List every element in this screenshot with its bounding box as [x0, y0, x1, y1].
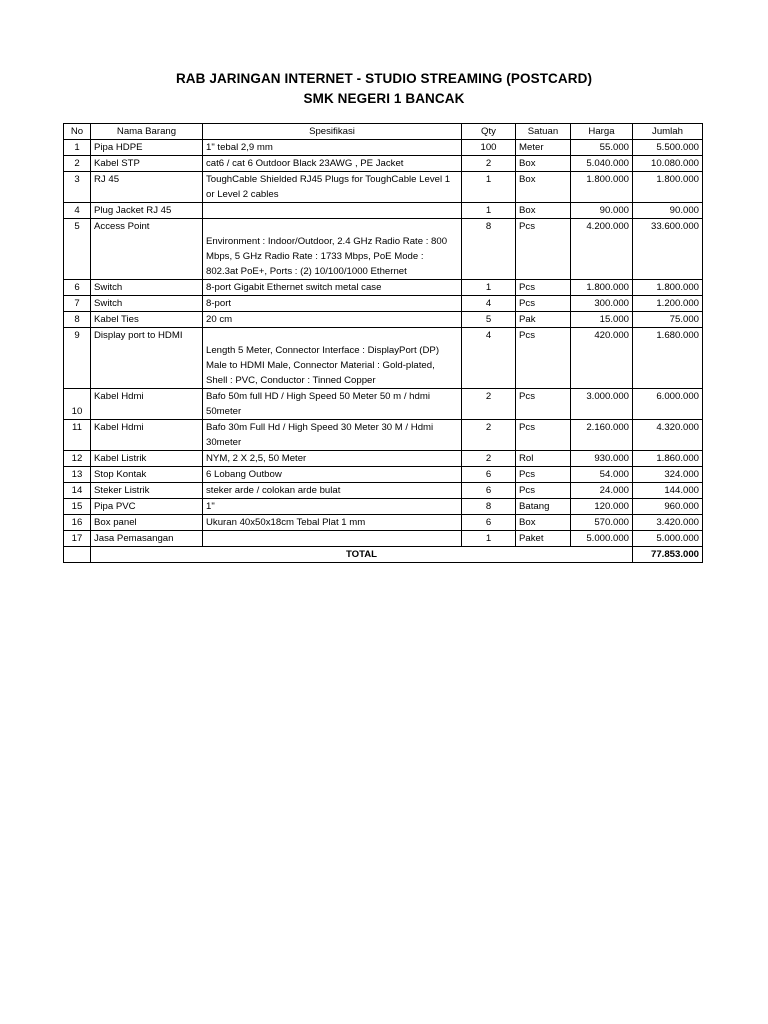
table-row: [64, 420, 703, 451]
cell-nama-barang: Kabel Listrik: [91, 451, 203, 467]
cell-jumlah: 1.680.000: [633, 328, 703, 389]
column-header-qty: Qty: [462, 124, 516, 140]
cell-harga: 1.800.000: [571, 172, 633, 203]
cell-no: 13: [64, 467, 91, 483]
cell-spesifikasi: Bafo 50m full HD / High Speed 50 Meter 50 m / hdmi 50meter: [203, 389, 462, 420]
cell-satuan: Pak: [516, 312, 571, 328]
cell-spesifikasi: Bafo 30m Full Hd / High Speed 30 Meter 30 M / Hdmi 30meter: [203, 420, 462, 451]
cell-no: 4: [64, 203, 91, 219]
cell-jumlah: 1.200.000: [633, 296, 703, 312]
cell-nama-barang: Access Point: [91, 219, 203, 280]
cell-nama-barang: Pipa PVC: [91, 499, 203, 515]
cell-spesifikasi: 1" tebal 2,9 mm: [203, 140, 462, 156]
cell-jumlah: 6.000.000: [633, 389, 703, 420]
cell-satuan: Box: [516, 156, 571, 172]
cell-jumlah: 90.000: [633, 203, 703, 219]
cell-qty: 2: [462, 156, 516, 172]
cell-no: 15: [64, 499, 91, 515]
cell-satuan: Batang: [516, 499, 571, 515]
cell-no: 3: [64, 172, 91, 203]
table-row: [64, 328, 703, 389]
cell-nama-barang: Switch: [91, 296, 203, 312]
cell-nama-barang: Box panel: [91, 515, 203, 531]
table-row: [64, 203, 703, 219]
cell-satuan: Pcs: [516, 328, 571, 389]
cell-satuan: Box: [516, 515, 571, 531]
cell-jumlah: 1.860.000: [633, 451, 703, 467]
budget-table: [63, 123, 703, 563]
cell-nama-barang: Kabel STP: [91, 156, 203, 172]
cell-harga: 1.800.000: [571, 280, 633, 296]
cell-jumlah: 5.000.000: [633, 531, 703, 547]
table-row: [64, 312, 703, 328]
cell-nama-barang: Display port to HDMI: [91, 328, 203, 389]
cell-spesifikasi: 1": [203, 499, 462, 515]
cell-jumlah: 33.600.000: [633, 219, 703, 280]
cell-harga: 4.200.000: [571, 219, 633, 280]
table-row: [64, 515, 703, 531]
cell-jumlah: 4.320.000: [633, 420, 703, 451]
cell-harga: 420.000: [571, 328, 633, 389]
cell-satuan: Pcs: [516, 280, 571, 296]
table-row: [64, 451, 703, 467]
cell-no: 10: [64, 389, 91, 420]
cell-spesifikasi: 6 Lobang Outbow: [203, 467, 462, 483]
column-header-harga: Harga: [571, 124, 633, 140]
cell-qty: 1: [462, 203, 516, 219]
cell-no: 7: [64, 296, 91, 312]
column-header-spesifikasi: Spesifikasi: [203, 124, 462, 140]
table-row: [64, 499, 703, 515]
cell-no: 5: [64, 219, 91, 280]
document-title: RAB JARINGAN INTERNET - STUDIO STREAMING (POSTCARD): [175, 71, 593, 86]
cell-no: 2: [64, 156, 91, 172]
cell-spesifikasi: cat6 / cat 6 Outdoor Black 23AWG , PE Jacket: [203, 156, 462, 172]
cell-satuan: Pcs: [516, 219, 571, 280]
cell-spesifikasi: Ukuran 40x50x18cm Tebal Plat 1 mm: [203, 515, 462, 531]
cell-satuan: Box: [516, 203, 571, 219]
cell-nama-barang: RJ 45: [91, 172, 203, 203]
cell-spesifikasi: [203, 203, 462, 219]
cell-nama-barang: Plug Jacket RJ 45: [91, 203, 203, 219]
column-header-nama-barang: Nama Barang: [91, 124, 203, 140]
cell-qty: 2: [462, 451, 516, 467]
cell-spesifikasi: [203, 531, 462, 547]
cell-spesifikasi: 8-port: [203, 296, 462, 312]
table-row: [64, 531, 703, 547]
cell-no: 17: [64, 531, 91, 547]
table-row: [64, 467, 703, 483]
cell-nama-barang: Steker Listrik: [91, 483, 203, 499]
cell-qty: 2: [462, 420, 516, 451]
cell-qty: 1: [462, 172, 516, 203]
cell-qty: 6: [462, 467, 516, 483]
cell-satuan: Pcs: [516, 420, 571, 451]
cell-nama-barang: Kabel Hdmi: [91, 420, 203, 451]
cell-harga: 54.000: [571, 467, 633, 483]
cell-spesifikasi: Length 5 Meter, Connector Interface : DisplayPort (DP) Male to HDMI Male, Connector Material : Gold-plated, Shell : PVC, Conductor : Tinned Copper: [203, 328, 462, 389]
cell-nama-barang: Kabel Ties: [91, 312, 203, 328]
cell-harga: 570.000: [571, 515, 633, 531]
cell-spesifikasi: steker arde / colokan arde bulat: [203, 483, 462, 499]
cell-qty: 1: [462, 531, 516, 547]
cell-jumlah: 1.800.000: [633, 280, 703, 296]
cell-jumlah: 5.500.000: [633, 140, 703, 156]
total-row: [64, 547, 703, 563]
cell-qty: 8: [462, 219, 516, 280]
cell-nama-barang: Kabel Hdmi: [91, 389, 203, 420]
cell-spesifikasi: Environment : Indoor/Outdoor, 2.4 GHz Radio Rate : 800 Mbps, 5 GHz Radio Rate : 1733 Mbps, PoE Mode : 802.3at PoE+, Ports : (2) 10/100/1000 Ethernet: [203, 219, 462, 280]
column-header-jumlah: Jumlah: [633, 124, 703, 140]
column-header-satuan: Satuan: [516, 124, 571, 140]
cell-no: 6: [64, 280, 91, 296]
cell-qty: 4: [462, 328, 516, 389]
cell-harga: 55.000: [571, 140, 633, 156]
table-row: [64, 389, 703, 420]
cell-nama-barang: Switch: [91, 280, 203, 296]
table-row: [64, 296, 703, 312]
cell-nama-barang: Stop Kontak: [91, 467, 203, 483]
cell-satuan: Box: [516, 172, 571, 203]
cell-qty: 100: [462, 140, 516, 156]
cell-harga: 930.000: [571, 451, 633, 467]
total-value: 77.853.000: [633, 547, 703, 563]
cell-harga: 5.000.000: [571, 531, 633, 547]
cell-harga: 24.000: [571, 483, 633, 499]
cell-satuan: Pcs: [516, 483, 571, 499]
table-row: [64, 219, 703, 280]
cell-nama-barang: Pipa HDPE: [91, 140, 203, 156]
cell-satuan: Pcs: [516, 389, 571, 420]
cell-qty: 8: [462, 499, 516, 515]
cell-no: 9: [64, 328, 91, 389]
table-row: [64, 140, 703, 156]
cell-spesifikasi: ToughCable Shielded RJ45 Plugs for ToughCable Level 1 or Level 2 cables: [203, 172, 462, 203]
cell-qty: 1: [462, 280, 516, 296]
cell-qty: 6: [462, 515, 516, 531]
cell-no: 1: [64, 140, 91, 156]
table-header-row: [64, 124, 703, 140]
cell-qty: 2: [462, 389, 516, 420]
cell-spesifikasi: 8-port Gigabit Ethernet switch metal case: [203, 280, 462, 296]
cell-qty: 5: [462, 312, 516, 328]
cell-harga: 120.000: [571, 499, 633, 515]
table-row: [64, 280, 703, 296]
table-row: [64, 483, 703, 499]
cell-jumlah: 3.420.000: [633, 515, 703, 531]
cell-jumlah: 10.080.000: [633, 156, 703, 172]
cell-no: 8: [64, 312, 91, 328]
cell-satuan: Pcs: [516, 296, 571, 312]
cell-spesifikasi: 20 cm: [203, 312, 462, 328]
total-empty-cell: [64, 547, 91, 563]
cell-spesifikasi: NYM, 2 X 2,5, 50 Meter: [203, 451, 462, 467]
cell-qty: 4: [462, 296, 516, 312]
document-subtitle: SMK NEGERI 1 BANCAK: [303, 91, 465, 106]
cell-harga: 3.000.000: [571, 389, 633, 420]
cell-satuan: Meter: [516, 140, 571, 156]
cell-nama-barang: Jasa Pemasangan: [91, 531, 203, 547]
cell-jumlah: 960.000: [633, 499, 703, 515]
cell-harga: 5.040.000: [571, 156, 633, 172]
table-body: [64, 140, 703, 563]
total-label: TOTAL: [91, 547, 633, 563]
table-row: [64, 156, 703, 172]
cell-no: 11: [64, 420, 91, 451]
cell-no: 14: [64, 483, 91, 499]
cell-no: 12: [64, 451, 91, 467]
cell-harga: 300.000: [571, 296, 633, 312]
cell-qty: 6: [462, 483, 516, 499]
cell-harga: 15.000: [571, 312, 633, 328]
cell-satuan: Pcs: [516, 467, 571, 483]
cell-harga: 2.160.000: [571, 420, 633, 451]
column-header-no: No: [64, 124, 91, 140]
cell-jumlah: 1.800.000: [633, 172, 703, 203]
cell-satuan: Rol: [516, 451, 571, 467]
cell-no: 16: [64, 515, 91, 531]
table-row: [64, 172, 703, 203]
cell-jumlah: 75.000: [633, 312, 703, 328]
cell-jumlah: 144.000: [633, 483, 703, 499]
cell-satuan: Paket: [516, 531, 571, 547]
cell-harga: 90.000: [571, 203, 633, 219]
cell-jumlah: 324.000: [633, 467, 703, 483]
